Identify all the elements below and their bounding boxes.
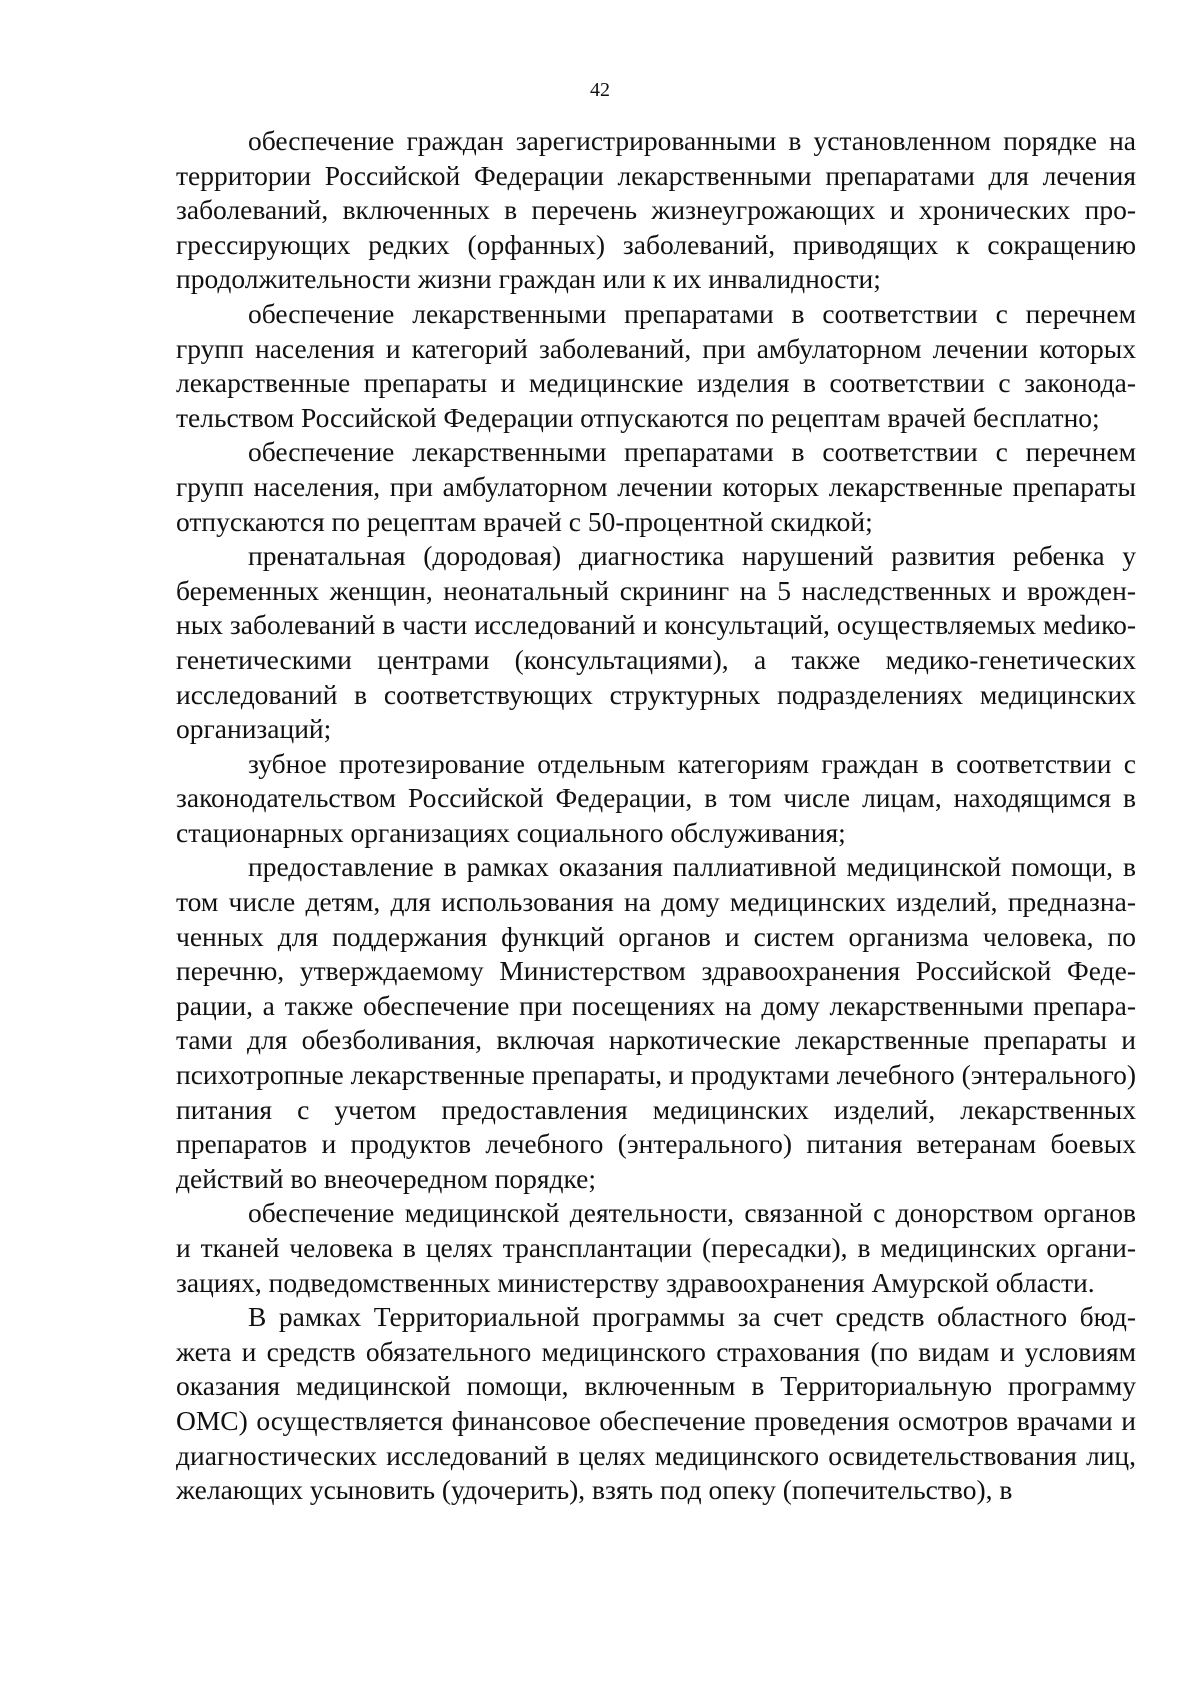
paragraph-dental-prosthetics: зубное протезирование отдельным категориям граждан в соответствии с законодательством Российской Федерации, в том числе лицам, находящимся в стационарных организациях социального обслуживания;	[176, 747, 1136, 848]
document-body	[176, 124, 1136, 1508]
page-number: 42	[590, 79, 610, 101]
paragraph-free-prescriptions: обеспечение лекарственными препаратами в соответствии с перечнем групп населения и категорий заболеваний, при амбулаторном лечении которых лекарственные препараты и медицинские изделия в соответствии с законодательством Российской Федерации отпускаются по рецептам врачей бесплатно;	[176, 297, 1136, 433]
paragraph-prenatal-diagnostics: пренатальная (дородовая) диагностика нарушений развития ребенка у беременных женщин, неонатальный скрининг на 5 наследственных и врожденных заболеваний в части исследований и консультаций, осуществляемых меdико-генетическими центрами (консультациями), а также медико-генетических исследований в соответствующих структурных подразделениях медицинских организаций;	[176, 540, 1136, 745]
paragraph-palliative-care: предоставление в рамках оказания паллиативной медицинской помощи, в том числе детям, для использования на дому медицинских изделий, предназначенных для поддержания функций органов и систем организма человека, по перечню, утверждаемому Министерством здравоохранения Российской Федерации, а также обеспечение при посещениях на дому лекарственными препаратами для обезболивания, включая наркотические лекарственные препараты и психотропные лекарственные препараты, и продуктами лечебного (энтерального) питания с учетом предоставления медицинских изделий, лекарственных препаратов и продуктов лечебного (энтерального) питания ветеранам боевых действий во внеочередном порядке;	[176, 851, 1136, 1194]
paragraph-orphan-drugs: обеспечение граждан зарегистрированными в установленном порядке на территории Российской Федерации лекарственными препаратами для лечения заболеваний, включенных в перечень жизнеугрожающих и хронических прогрессирующих редких (орфанных) заболеваний, приводящих к сокращению продолжительности жизни граждан или к их инвалидности;	[176, 125, 1136, 295]
paragraph-discount-prescriptions: обеспечение лекарственными препаратами в соответствии с перечнем групп населения, при амбулаторном лечении которых лекарственные препараты отпускаются по рецептам врачей с 50-процентной скидкой;	[176, 436, 1136, 537]
paragraph-organ-donation: обеспечение медицинской деятельности, связанной с донорством органов и тканей человека в целях трансплантации (пересадки), в медицинских организациях, подведомственных министерству здравоохранения Амурской области.	[176, 1197, 1136, 1298]
paragraph-territorial-program: В рамках Территориальной программы за счет средств областного бюджета и средств обязательного медицинского страхования (по видам и условиям оказания медицинской помощи, включенным в Территориальную программу ОМС) осуществляется финансовое обеспечение проведения осмотров врачами и диагностических исследований в целях медицинского освидетельствования лиц, желающих усыновить (удочерить), взять под опеку (попечительство), в	[176, 1301, 1136, 1506]
